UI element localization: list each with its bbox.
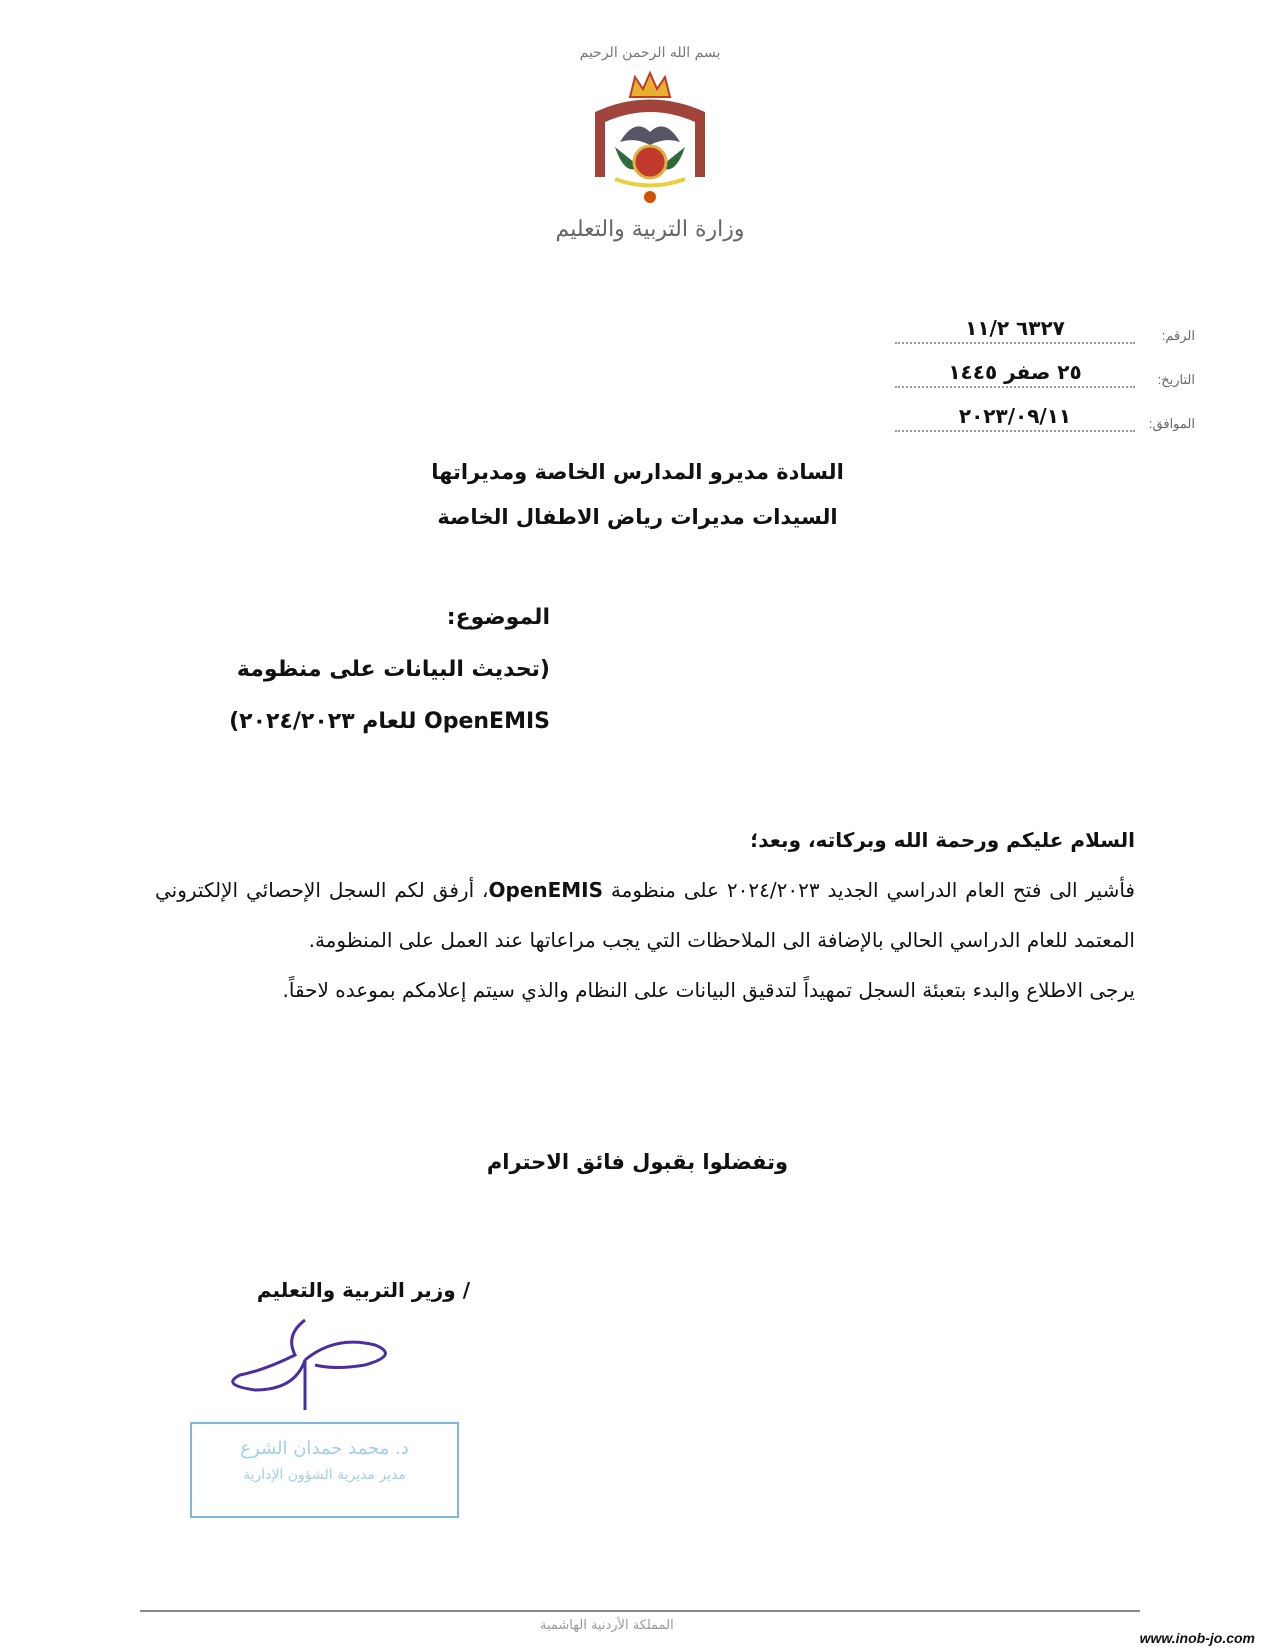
stamp-line-1: د. محمد حمدان الشرع (240, 1438, 409, 1459)
paragraph-1-text-b: ، أرفق لكم السجل الإحصائي الإلكتروني المعتمد للعام الدراسي الحالي بالإضافة الى الملاحظات التي يجب مراعاتها عند العمل على المنظومة. (155, 878, 1135, 952)
basmala: بسم الله الرحمن الرحيم (579, 45, 721, 61)
signature-icon (225, 1315, 405, 1415)
paragraph-2: يرجى الاطلاع والبدء بتعبئة السجل تمهيداً لتدقيق البيانات على النظام والذي سيتم إعلامكم بموعده لاحقاً. (282, 978, 1135, 1002)
hijri-date: ٢٥ صفر ١٤٤٥ (895, 360, 1135, 388)
stamp-line-2: مدير مديرية الشؤون الإدارية (243, 1467, 406, 1483)
gregorian-date: ٢٠٢٣/٠٩/١١ (895, 404, 1135, 432)
closing: وتفضلوا بقبول فائق الاحترام (486, 1150, 789, 1174)
subject-line-2: OpenEMIS للعام ٢٠٢٤/٢٠٢٣) (229, 709, 550, 734)
official-stamp (190, 1422, 459, 1518)
reference-block (895, 300, 1195, 432)
reference-number: ٦٣٢٧ ١١/٢ (895, 316, 1135, 344)
letter-body (155, 815, 1135, 1015)
subject-label: الموضوع: (446, 605, 550, 630)
footer-url: www.inob-jo.com (1139, 1630, 1255, 1646)
signer-title: / وزير التربية والتعليم (256, 1278, 470, 1302)
reference-number-row (895, 300, 1195, 344)
ministry-name: وزارة التربية والتعليم (555, 217, 745, 242)
greeting: السلام عليكم ورحمة الله وبركاته، وبعد؛ (750, 828, 1135, 852)
subject-block (150, 605, 550, 761)
date-label: التاريخ: (1157, 372, 1195, 387)
footer-country: المملكة الأردنية الهاشمية (540, 1618, 674, 1633)
paragraph-1-text-a: فأشير الى فتح العام الدراسي الجديد ٢٠٢٤/٢٠٢٣ على منظومة (603, 878, 1135, 902)
paragraph-1 (155, 865, 1135, 965)
footer-divider (140, 1610, 1140, 1612)
addressee-1: السادة مديرو المدارس الخاصة ومديراتها (431, 460, 844, 484)
system-name: OpenEMIS (488, 878, 604, 902)
subject-line-1: (تحديث البيانات على منظومة (236, 657, 550, 682)
reference-number-label: الرقم: (1161, 328, 1195, 343)
gregorian-date-row (895, 388, 1195, 432)
hijri-date-row (895, 344, 1195, 388)
coat-of-arms-icon (585, 67, 715, 207)
addressee-2: السيدات مديرات رياض الاطفال الخاصة (437, 505, 838, 529)
gregorian-label: الموافق: (1148, 416, 1195, 431)
letterhead (555, 45, 745, 275)
